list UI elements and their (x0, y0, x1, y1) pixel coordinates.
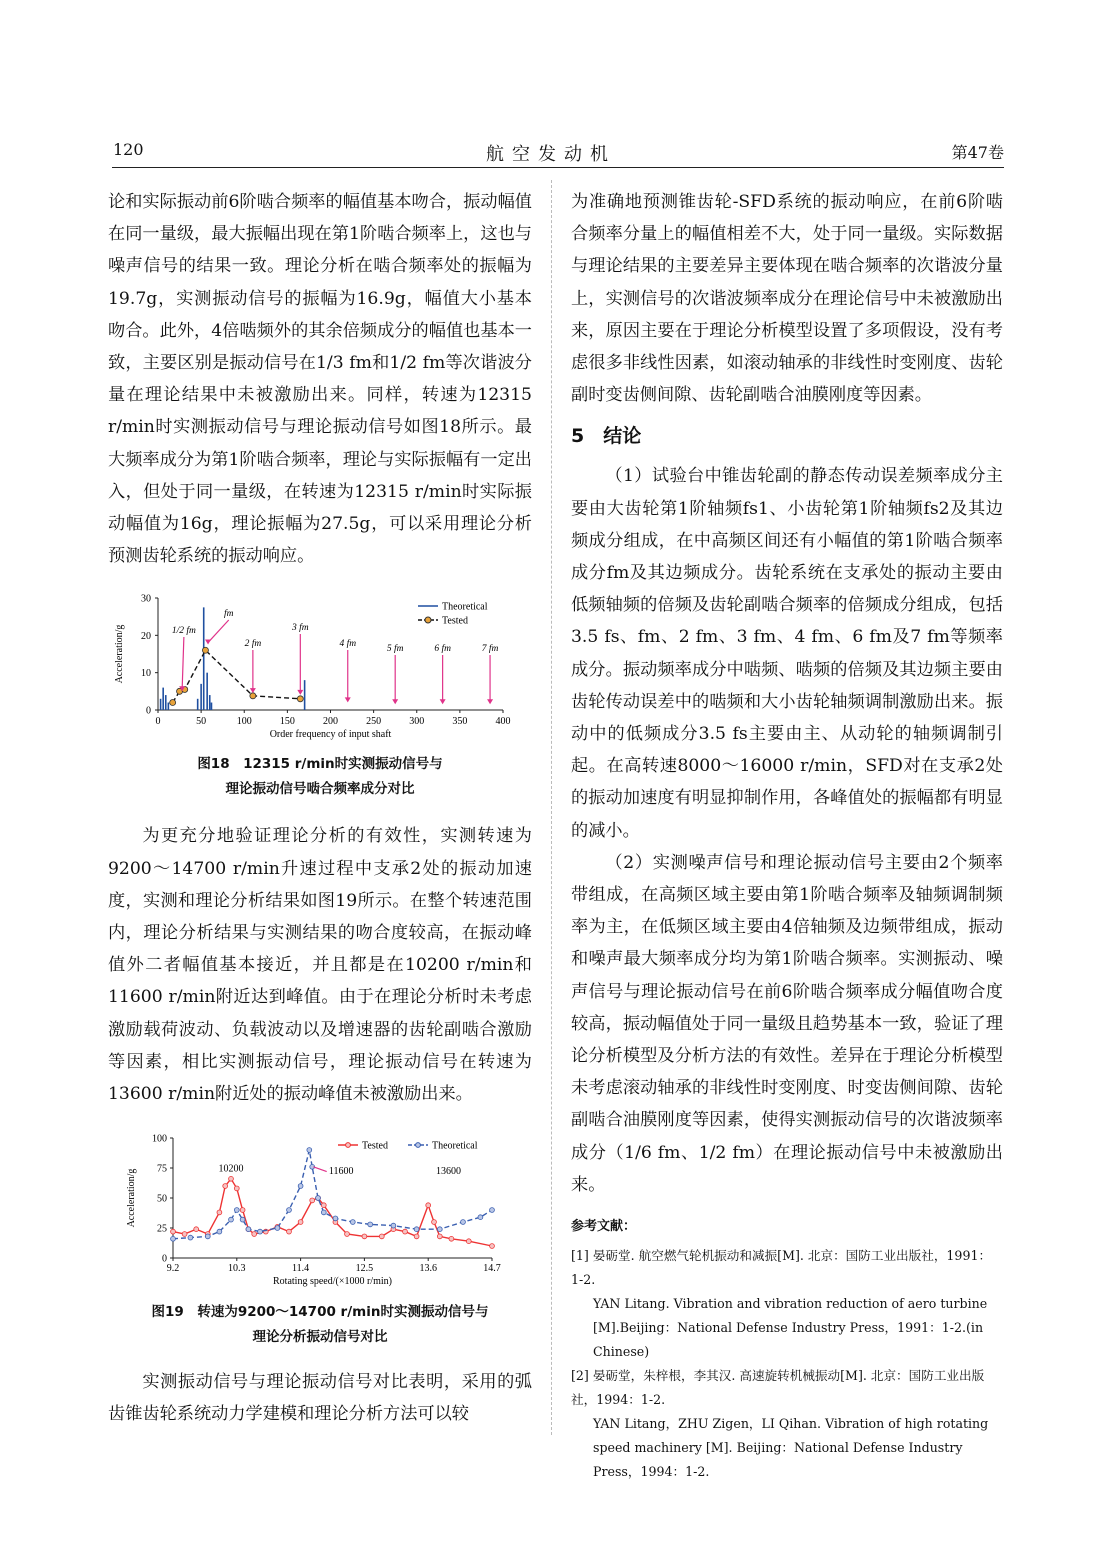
fig19-legend-theoretical-marker (416, 1143, 421, 1148)
fig18-y-tick-label: 20 (141, 631, 151, 643)
fig18-x-tick-label: 150 (279, 716, 295, 728)
fig19-point-theoretical (321, 1210, 326, 1215)
fig18-annotation-arrow (208, 620, 229, 643)
fig18-plot (114, 594, 511, 741)
fig18-legend-tested-marker (425, 617, 431, 623)
fig19-point-tested (403, 1229, 408, 1234)
fig18-x-tick-label: 200 (323, 716, 338, 728)
left-paragraph-2: 为更充分地验证理论分析的有效性，实测转速为9200～14700 r/min升速过程中支承2处的振动加速度，实测和理论分析结果如图19所示。在整个转速范围内，理论分析结果与实测结果的吻合度较高，在振动峰值外二者幅值基本接近，并且都是在10200 r/min和11600 r/min附近达到峰值。由于在理论分析时未考虑激励载荷波动、负载波动以及增速器的齿轮副啮合激励等因素，相比实测振动信号，理论振动信号在转速为13600 r/min附近处的振动峰值未被激励出来。 (108, 826, 532, 1105)
fig19-point-tested (182, 1232, 187, 1237)
right-column (571, 186, 1003, 1484)
fig18-annotation-label: 5 fm (386, 644, 404, 655)
fig19-point-tested (229, 1177, 234, 1182)
fig18-arrowhead (392, 700, 398, 705)
fig19-point-tested (449, 1237, 454, 1242)
fig18-annotation-label: 1/2 fm (171, 626, 196, 637)
fig19-point-theoretical (246, 1227, 251, 1232)
fig19-point-theoretical (333, 1216, 338, 1221)
fig19-point-theoretical (217, 1229, 222, 1234)
fig19-x-tick-label: 13.6 (419, 1263, 437, 1275)
fig19-legend-tested-marker (346, 1143, 351, 1148)
fig18-y-label: Acceleration/g (114, 625, 125, 684)
fig18-arrowhead (440, 700, 446, 705)
conclusion-2: （2）实测噪声信号和理论振动信号主要由2个频率带组成，在高频区域主要由第1阶啮合频率及轴频调制频率为主，在低频区域主要由4倍轴频及边频带组成，振动和噪声最大频率成分均为第1阶啮合频率。实测振动、噪声信号与理论振动信号在前6阶啮合频率成分幅值吻合度较高，振动幅值处于同一量级且趋势基本一致，验证了理论分析模型及分析方法的有效性。差异在于理论分析模型未考虑滚动轴承的非线性时变刚度、时变齿侧间隙、齿轮副啮合油膜刚度等因素，使得实测振动信号的次谐波频率成分（1/6 fm、1/2 fm）在理论振动信号中未被激励出来。 (571, 852, 1003, 1195)
journal-title: 航空发动机 (486, 144, 616, 165)
fig19-y-label: Acceleration/g (126, 1168, 137, 1228)
fig18-annotation-label: fm (223, 609, 234, 620)
fig19-point-theoretical (437, 1227, 442, 1232)
fig18-x-tick-label: 100 (236, 716, 252, 728)
volume-label: 第47卷 (951, 143, 1004, 162)
fig19-x-label: Rotating speed/(×1000 r/min) (273, 1276, 392, 1288)
fig19-point-theoretical (240, 1217, 245, 1222)
fig19-point-theoretical (316, 1196, 321, 1201)
fig19-point-tested (490, 1244, 495, 1249)
fig19-plot (126, 1134, 501, 1288)
fig19-point-theoretical (391, 1223, 396, 1228)
figure-18-caption (108, 752, 532, 802)
fig19-point-tested (321, 1203, 326, 1208)
left-column (108, 186, 532, 1431)
fig19-point-theoretical (307, 1148, 312, 1153)
fig19-x-tick-label: 14.7 (483, 1263, 501, 1275)
fig19-point-theoretical (490, 1208, 495, 1213)
fig18-y-tick-label: 10 (141, 668, 151, 680)
fig19-x-tick-label: 12.5 (355, 1263, 374, 1275)
fig18-tested-point (250, 693, 256, 699)
fig19-point-theoretical (258, 1229, 263, 1234)
fig19-point-theoretical (205, 1234, 210, 1239)
left-paragraph-1: 论和实际振动前6阶啮合频率的幅值基本吻合，振动幅值在同一量级，最大振幅出现在第1阶啮合频率上，这也与噪声信号的结果一致。理论分析在啮合频率处的振幅为19.7g，实测振动信号的振幅为16.9g，幅值大小基本吻合。此外，4倍啮频外的其余倍频成分的幅值也基本一致，主要区别是振动信号在1/3 fm和1/2 fm等次谐波分量在理论结果中未被激励出来。同样，转速为12315 r/min时实测振动信号与理论振动信号如图18所示。最大频率成分为第1阶啮合频率，理论与实际振幅有一定出入，但处于同一量级，在转速为12315 r/min时实际振动幅值为16g，理论振幅为27.5g，可以采用理论分析预测齿轮系统的振动响应。 (108, 192, 532, 567)
header-rule (112, 167, 1004, 168)
fig19-point-tested (426, 1203, 431, 1208)
fig18-x-tick-label: 50 (196, 716, 207, 728)
fig19-point-tested (362, 1234, 367, 1239)
right-paragraph-1: 为准确地预测锥齿轮-SFD系统的振动响应，在前6阶啮合频率分量上的幅值相差不大，处于同一量级。实际数据与理论结果的主要差异主要体现在啮合频率的次谐波分量上，实测信号的次谐波频率成分在理论信号中未被激励出来，原因主要在于理论分析模型设置了多项假设，没有考虑很多非线性因素，如滚动轴承的非线性时变刚度、齿轮副时变齿侧间隙、齿轮副啮合油膜刚度等因素。 (571, 192, 1003, 406)
fig18-annotation-label: 2 fm (244, 639, 262, 650)
fig18-x-tick-label: 300 (409, 716, 425, 728)
figure-19-chart (108, 1130, 532, 1300)
fig19-x-tick-label: 9.2 (166, 1263, 180, 1275)
fig18-arrowhead (205, 640, 211, 645)
fig18-y-tick-label: 0 (146, 705, 151, 717)
fig19-point-tested (287, 1229, 292, 1234)
fig18-legend-tested: Tested (442, 615, 468, 627)
fig18-tested-point (170, 700, 176, 706)
fig19-point-theoretical (478, 1215, 483, 1220)
reference-2-cn: [2] 晏砺堂，朱梓根，李其汉. 高速旋转机械振动[M]. 北京：国防工业出版社，1994：1-2. (571, 1368, 985, 1408)
fig18-caption-line2: 理论振动信号啮合频率成分对比 (225, 781, 415, 798)
fig19-point-tested (298, 1220, 303, 1225)
section-title: 5 结论 (571, 425, 642, 448)
fig19-point-tested (379, 1234, 384, 1239)
fig19-point-tested (437, 1234, 442, 1239)
fig19-y-tick-label: 75 (157, 1163, 167, 1175)
fig18-x-tick-label: 0 (155, 716, 161, 728)
fig19-point-tested (171, 1229, 176, 1234)
fig19-point-tested (194, 1227, 199, 1232)
fig19-x-tick-label: 11.4 (292, 1263, 310, 1275)
fig19-point-tested (466, 1239, 471, 1244)
fig19-point-theoretical (171, 1237, 176, 1242)
fig19-point-tested (234, 1186, 239, 1191)
fig19-point-tested (240, 1208, 245, 1213)
fig18-x-tick-label: 350 (452, 716, 468, 728)
fig19-point-tested (252, 1232, 257, 1237)
fig19-y-tick-label: 100 (152, 1133, 167, 1145)
fig18-x-label: Order frequency of input shaft (269, 729, 392, 741)
fig19-point-theoretical (350, 1220, 355, 1225)
fig19-y-tick-label: 25 (157, 1223, 167, 1235)
fig19-point-tested (345, 1232, 350, 1237)
fig19-point-tested (310, 1198, 315, 1203)
fig19-annotation-11600: 11600 (328, 1166, 354, 1178)
fig18-tested-line (173, 651, 301, 703)
fig18-arrowhead (250, 689, 256, 694)
fig18-annotation-label: 7 fm (481, 644, 499, 655)
fig18-x-tick-label: 250 (366, 716, 382, 728)
reference-1-cn: [1] 晏砺堂. 航空燃气轮机振动和减振[M]. 北京：国防工业出版社，1991：1-2. (571, 1248, 992, 1288)
fig19-point-theoretical (275, 1226, 280, 1231)
fig19-point-tested (223, 1184, 228, 1189)
fig18-legend-theoretical: Theoretical (442, 601, 488, 613)
fig19-y-tick-label: 0 (162, 1253, 167, 1265)
fig18-tested-point (297, 696, 303, 702)
fig18-annotation-label: 6 fm (434, 644, 451, 655)
fig19-point-tested (432, 1220, 437, 1225)
fig18-annotation-label: 3 fm (292, 623, 309, 634)
fig19-point-tested (414, 1234, 419, 1239)
references-title: 参考文献： (571, 1219, 637, 1235)
fig19-point-theoretical (287, 1208, 292, 1213)
fig18-tested-point (202, 648, 208, 654)
figure-18-chart (108, 592, 532, 752)
fig19-point-theoretical (368, 1222, 373, 1227)
fig19-point-theoretical (298, 1184, 303, 1189)
fig19-point-theoretical (234, 1208, 239, 1213)
fig18-arrowhead (345, 698, 351, 703)
fig19-x-tick-label: 10.3 (228, 1263, 246, 1275)
fig19-annotation-13600: 13600 (436, 1166, 461, 1178)
fig19-caption-line1: 图19 转速为9200～14700 r/min时实测振动信号与 (151, 1304, 489, 1321)
page-number: 120 (113, 140, 144, 159)
fig19-point-theoretical (188, 1235, 193, 1240)
column-separator (551, 180, 552, 1435)
fig18-x-tick-label: 400 (495, 716, 511, 728)
fig19-point-theoretical (461, 1220, 466, 1225)
reference-1-en: YAN Litang. Vibration and vibration reduction of aero turbine [M].Beijing：National Defense Industry Press，1991：1-2.(in Chinese) (593, 1296, 988, 1360)
fig19-legend-tested: Tested (362, 1140, 388, 1152)
fig18-arrowhead (297, 690, 303, 695)
fig18-caption-line1: 图18 12315 r/min时实测振动信号与 (197, 756, 443, 773)
conclusion-1: （1）试验台中锥齿轮副的静态传动误差频率成分主要由大齿轮第1阶轴频fs1、小齿轮第1阶轴频fs2及其边频成分组成，在中高频区间还有小幅值的第1阶啮合频率成分fm及其边频成分。齿轮系统在支承处的振动主要由低频轴频的倍频及齿轮副啮合频率的倍频成分组成，包括3.5 fs、fm、2 fm、3 fm、4 fm、6 fm及7 fm等频率成分。振动频率成分中啮频、啮频的倍频及其边频主要由齿轮传动误差中的啮频和大小齿轮轴频调制激励出来。振动中的低频成分3.5 fs主要由主、从动轮的轴频调制引起。在高转速8000～16000 r/min，SFD对在支承2处的振动加速度有明显抑制作用，各峰值处的振幅都有明显的减小。 (571, 466, 1003, 841)
fig19-legend-theoretical: Theoretical (432, 1140, 478, 1152)
fig18-arrowhead (487, 700, 493, 705)
fig19-y-tick-label: 50 (157, 1193, 167, 1205)
fig19-annotation-10200: 10200 (218, 1163, 244, 1175)
fig19-point-tested (217, 1210, 222, 1215)
fig18-annotation-arrow (182, 637, 184, 689)
fig19-annotation-arrow-11600 (313, 1167, 326, 1172)
left-paragraph-3: 实测振动信号与理论振动信号对比表明，采用的弧齿锥齿轮系统动力学建模和理论分析方法可以较 (108, 1372, 532, 1425)
fig18-y-tick-label: 30 (141, 593, 151, 605)
reference-2-en: YAN Litang，ZHU Zigen，LI Qihan. Vibration of high rotating speed machinery [M]. Beijing：National Defense Industry Press，1994：1-2. (593, 1416, 989, 1480)
fig19-caption-line2: 理论分析振动信号对比 (252, 1329, 388, 1346)
figure-19-caption (108, 1300, 532, 1350)
fig19-point-theoretical (229, 1217, 234, 1222)
fig19-point-theoretical (414, 1227, 419, 1232)
fig18-annotation-label: 4 fm (339, 639, 357, 650)
